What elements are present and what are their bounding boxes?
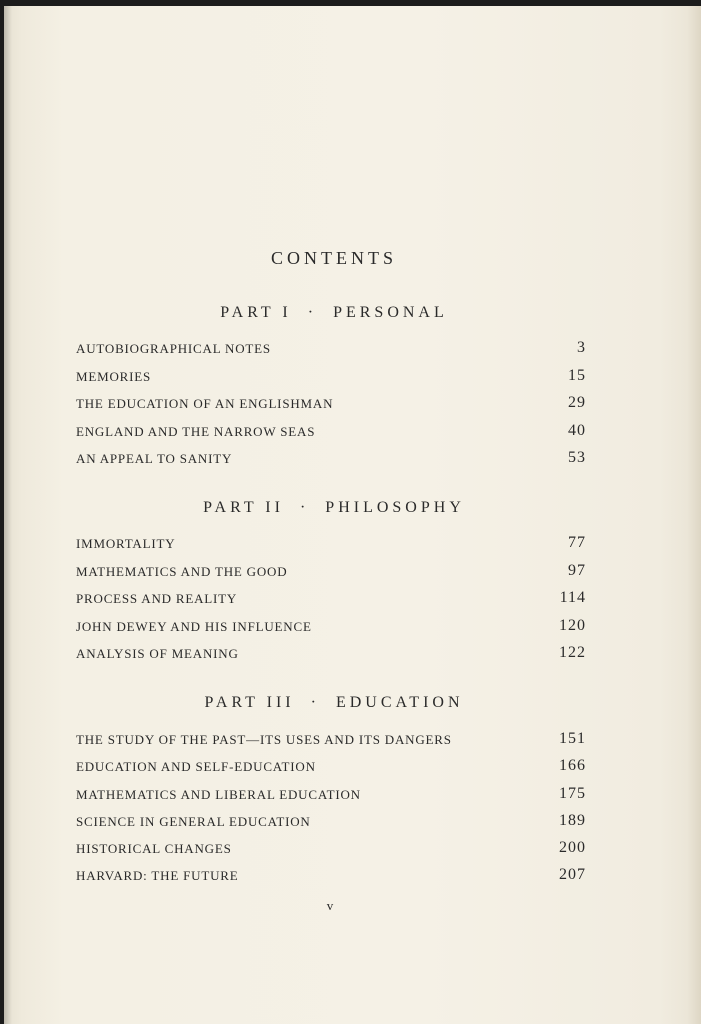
part-separator: ·: [310, 694, 316, 711]
book-page: [4, 6, 701, 1024]
part-heading-1: [4, 304, 664, 322]
entry-title: AN APPEAL TO SANITY: [76, 451, 233, 466]
entry-title: THE EDUCATION OF AN ENGLISHMAN: [76, 396, 334, 411]
part-heading-2: [4, 499, 664, 517]
toc-entry: [76, 646, 586, 668]
entry-title: HARVARD: THE FUTURE: [76, 868, 239, 883]
entry-page: 3: [577, 339, 586, 356]
entry-title: EDUCATION AND SELF-EDUCATION: [76, 759, 316, 774]
page-folio: v: [326, 898, 334, 913]
part-label: PART III: [204, 694, 295, 711]
part-heading-3: [4, 694, 664, 712]
entry-page: 207: [559, 866, 586, 883]
part-separator: ·: [307, 304, 314, 321]
entry-page: 120: [559, 617, 586, 634]
toc-entry: [76, 787, 586, 809]
entry-title: ENGLAND AND THE NARROW SEAS: [76, 424, 316, 439]
part-title: PHILOSOPHY: [325, 499, 465, 516]
entry-title: MATHEMATICS AND LIBERAL EDUCATION: [76, 787, 361, 802]
part-title: EDUCATION: [335, 694, 464, 711]
entry-title: ANALYSIS OF MEANING: [76, 646, 239, 661]
entry-title: JOHN DEWEY AND HIS INFLUENCE: [76, 619, 312, 634]
entry-title: THE STUDY OF THE PAST—ITS USES AND ITS DANGERS: [76, 732, 452, 747]
page-edge-tint: [687, 6, 701, 1024]
toc-entry: [76, 451, 586, 473]
entry-page: 166: [559, 757, 586, 774]
toc-entry: [76, 369, 586, 391]
entry-page: 77: [568, 534, 586, 551]
part-title: PERSONAL: [333, 304, 448, 321]
toc-entry: [76, 841, 586, 863]
toc-entry: [76, 759, 586, 781]
toc-entry: [76, 341, 586, 363]
toc-entry: [76, 396, 586, 418]
entry-page: 189: [559, 812, 586, 829]
entry-title: SCIENCE IN GENERAL EDUCATION: [76, 814, 311, 829]
entry-title: AUTOBIOGRAPHICAL NOTES: [76, 341, 271, 356]
toc-entry: [76, 424, 586, 446]
toc-entry: [76, 536, 586, 558]
toc-entry: [76, 868, 586, 890]
entry-title: MATHEMATICS AND THE GOOD: [76, 564, 288, 579]
entry-page: 40: [568, 422, 586, 439]
toc-entry: [76, 564, 586, 586]
entry-page: 151: [559, 730, 586, 747]
part-label: PART I: [220, 304, 292, 321]
entry-page: 200: [559, 839, 586, 856]
entry-page: 175: [559, 785, 586, 802]
entry-title: MEMORIES: [76, 369, 152, 384]
entry-page: 15: [568, 367, 586, 384]
part-separator: ·: [299, 499, 306, 516]
entry-page: 122: [559, 644, 586, 661]
part-label: PART II: [203, 499, 284, 516]
toc-entry: [76, 814, 586, 836]
toc-entry: [76, 619, 586, 641]
toc-entry: [76, 732, 586, 754]
toc-entry: [76, 591, 586, 613]
entry-page: 97: [568, 562, 586, 579]
entry-page: 29: [568, 394, 586, 411]
entry-page: 114: [559, 589, 586, 606]
entry-title: IMMORTALITY: [76, 536, 176, 551]
entry-page: 53: [568, 449, 586, 466]
entry-title: PROCESS AND REALITY: [76, 591, 238, 606]
contents-heading: CONTENTS: [271, 248, 397, 268]
entry-title: HISTORICAL CHANGES: [76, 841, 232, 856]
